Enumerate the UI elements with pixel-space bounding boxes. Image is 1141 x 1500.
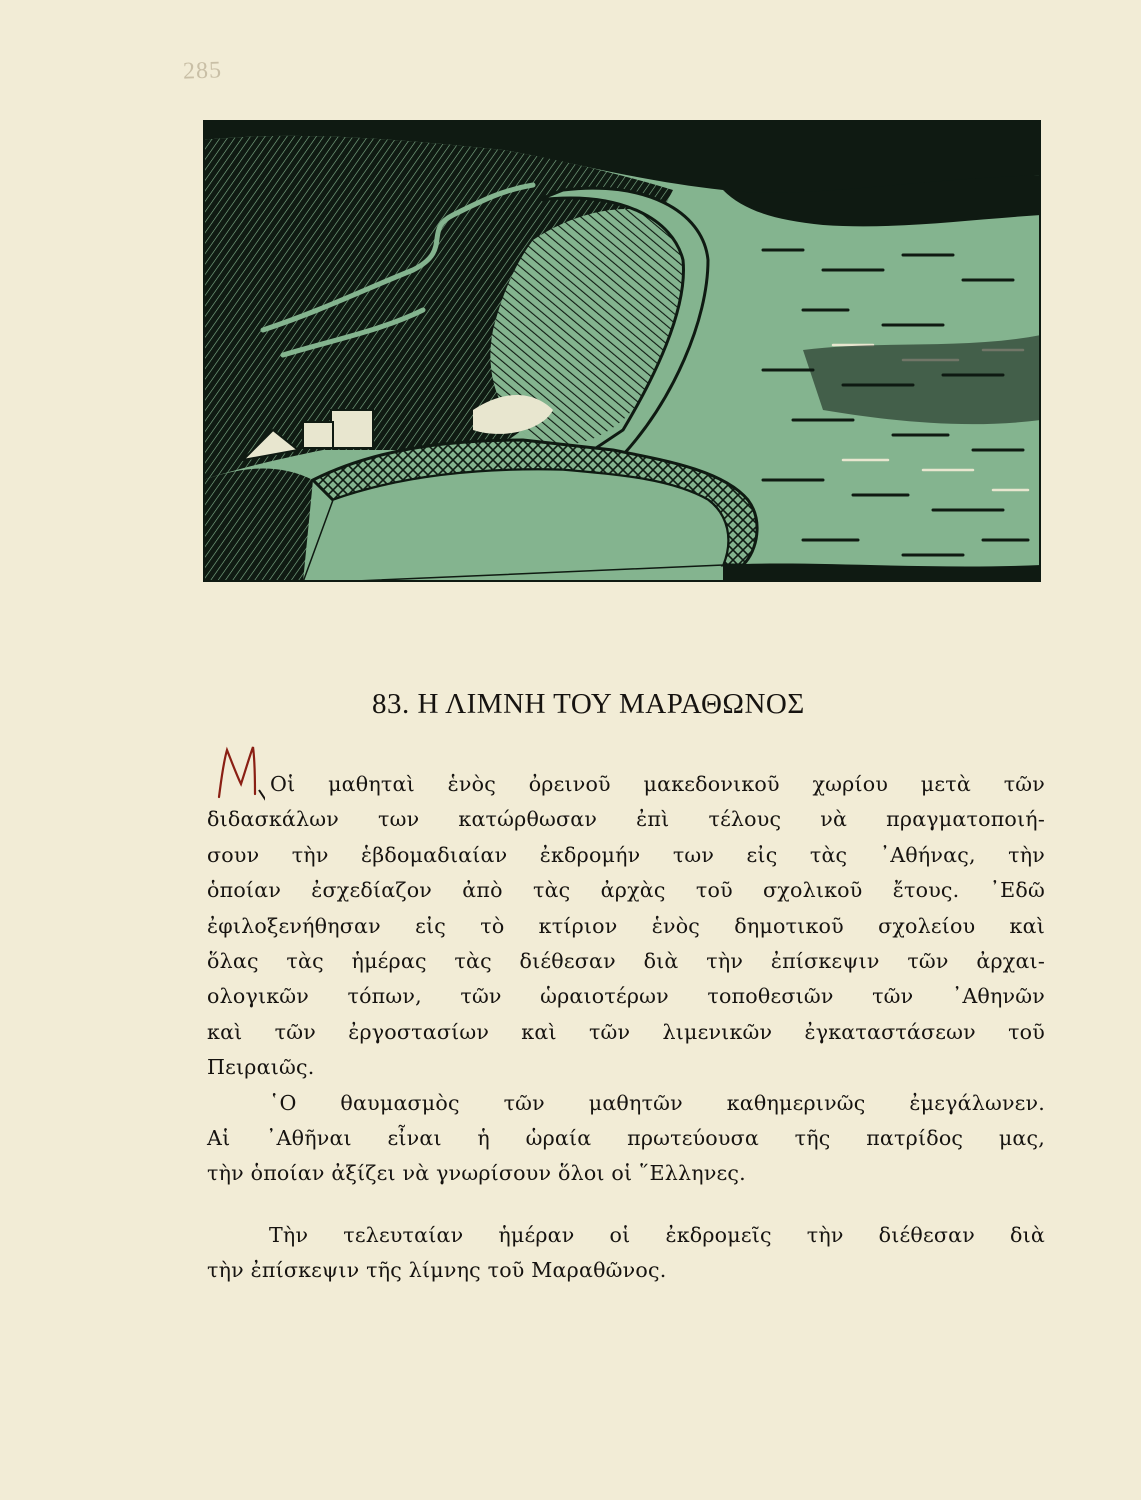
lesson-body [207, 767, 1045, 1288]
text-line: Πειραιῶς. [207, 1055, 315, 1080]
text-line: ῾Ο θαυμασμὸς τῶν μαθητῶν καθημερινῶς ἐμεγάλωνεν. [269, 1090, 1045, 1115]
text-line: Αἱ ᾿Αθῆναι εἶναι ἡ ὡραία πρωτεύουσα τῆς πατρίδος μας, [207, 1125, 1045, 1150]
text-line: ἐφιλοξενήθησαν εἰς τὸ κτίριον ἑνὸς δημοτικοῦ σχολείου καὶ [207, 913, 1045, 938]
text-line: ὅλας τὰς ἡμέρας τὰς διέθεσαν διὰ τὴν ἐπίσκεψιν τῶν ἀρχαι- [207, 948, 1045, 973]
text-line: καὶ τῶν ἐργοστασίων καὶ τῶν λιμενικῶν ἐγκαταστάσεων τοῦ [207, 1019, 1045, 1044]
text-line: ολογικῶν τόπων, τῶν ὡραιοτέρων τοποθεσιῶν τῶν ᾿Αθηνῶν [207, 984, 1045, 1009]
text-line: διδασκάλων των κατώρθωσαν ἐπὶ τέλους νὰ πραγματοποιή- [207, 807, 1045, 832]
text-line: τὴν ἐπίσκεψιν τῆς λίμνης τοῦ Μαραθῶνος. [207, 1258, 667, 1283]
paragraph-1 [207, 767, 1045, 1086]
text-line: Τὴν τελευταίαν ἡμέραν οἱ ἐκδρομεῖς τὴν διέθεσαν διὰ [269, 1222, 1045, 1247]
page-number: 285 [182, 57, 223, 85]
text-line: τὴν ὁποίαν ἀξίζει νὰ γνωρίσουν ὅλοι οἱ ῞Ελληνες. [207, 1161, 746, 1186]
lesson-title: 83. Η ΛΙΜΝΗ ΤΟΥ ΜΑΡΑΘΩΝΟΣ [372, 688, 805, 720]
marathon-dam-image [203, 120, 1041, 582]
text-line: ὁποίαν ἐσχεδίαζον ἀπὸ τὰς ἀρχὰς τοῦ σχολικοῦ ἔτους. ᾿Εδῶ [207, 878, 1045, 903]
paragraph-3 [207, 1218, 1045, 1289]
text-line: Οἱ μαθηταὶ ἑνὸς ὀρεινοῦ μακεδονικοῦ χωρίου μετὰ τῶν [270, 772, 1045, 796]
dam-illustration [203, 120, 1041, 582]
paragraph-2 [207, 1086, 1045, 1192]
text-line: σουν τὴν ἑβδομαδιαίαν ἐκδρομήν των εἰς τὰς ᾿Αθήνας, τὴν [207, 842, 1045, 867]
